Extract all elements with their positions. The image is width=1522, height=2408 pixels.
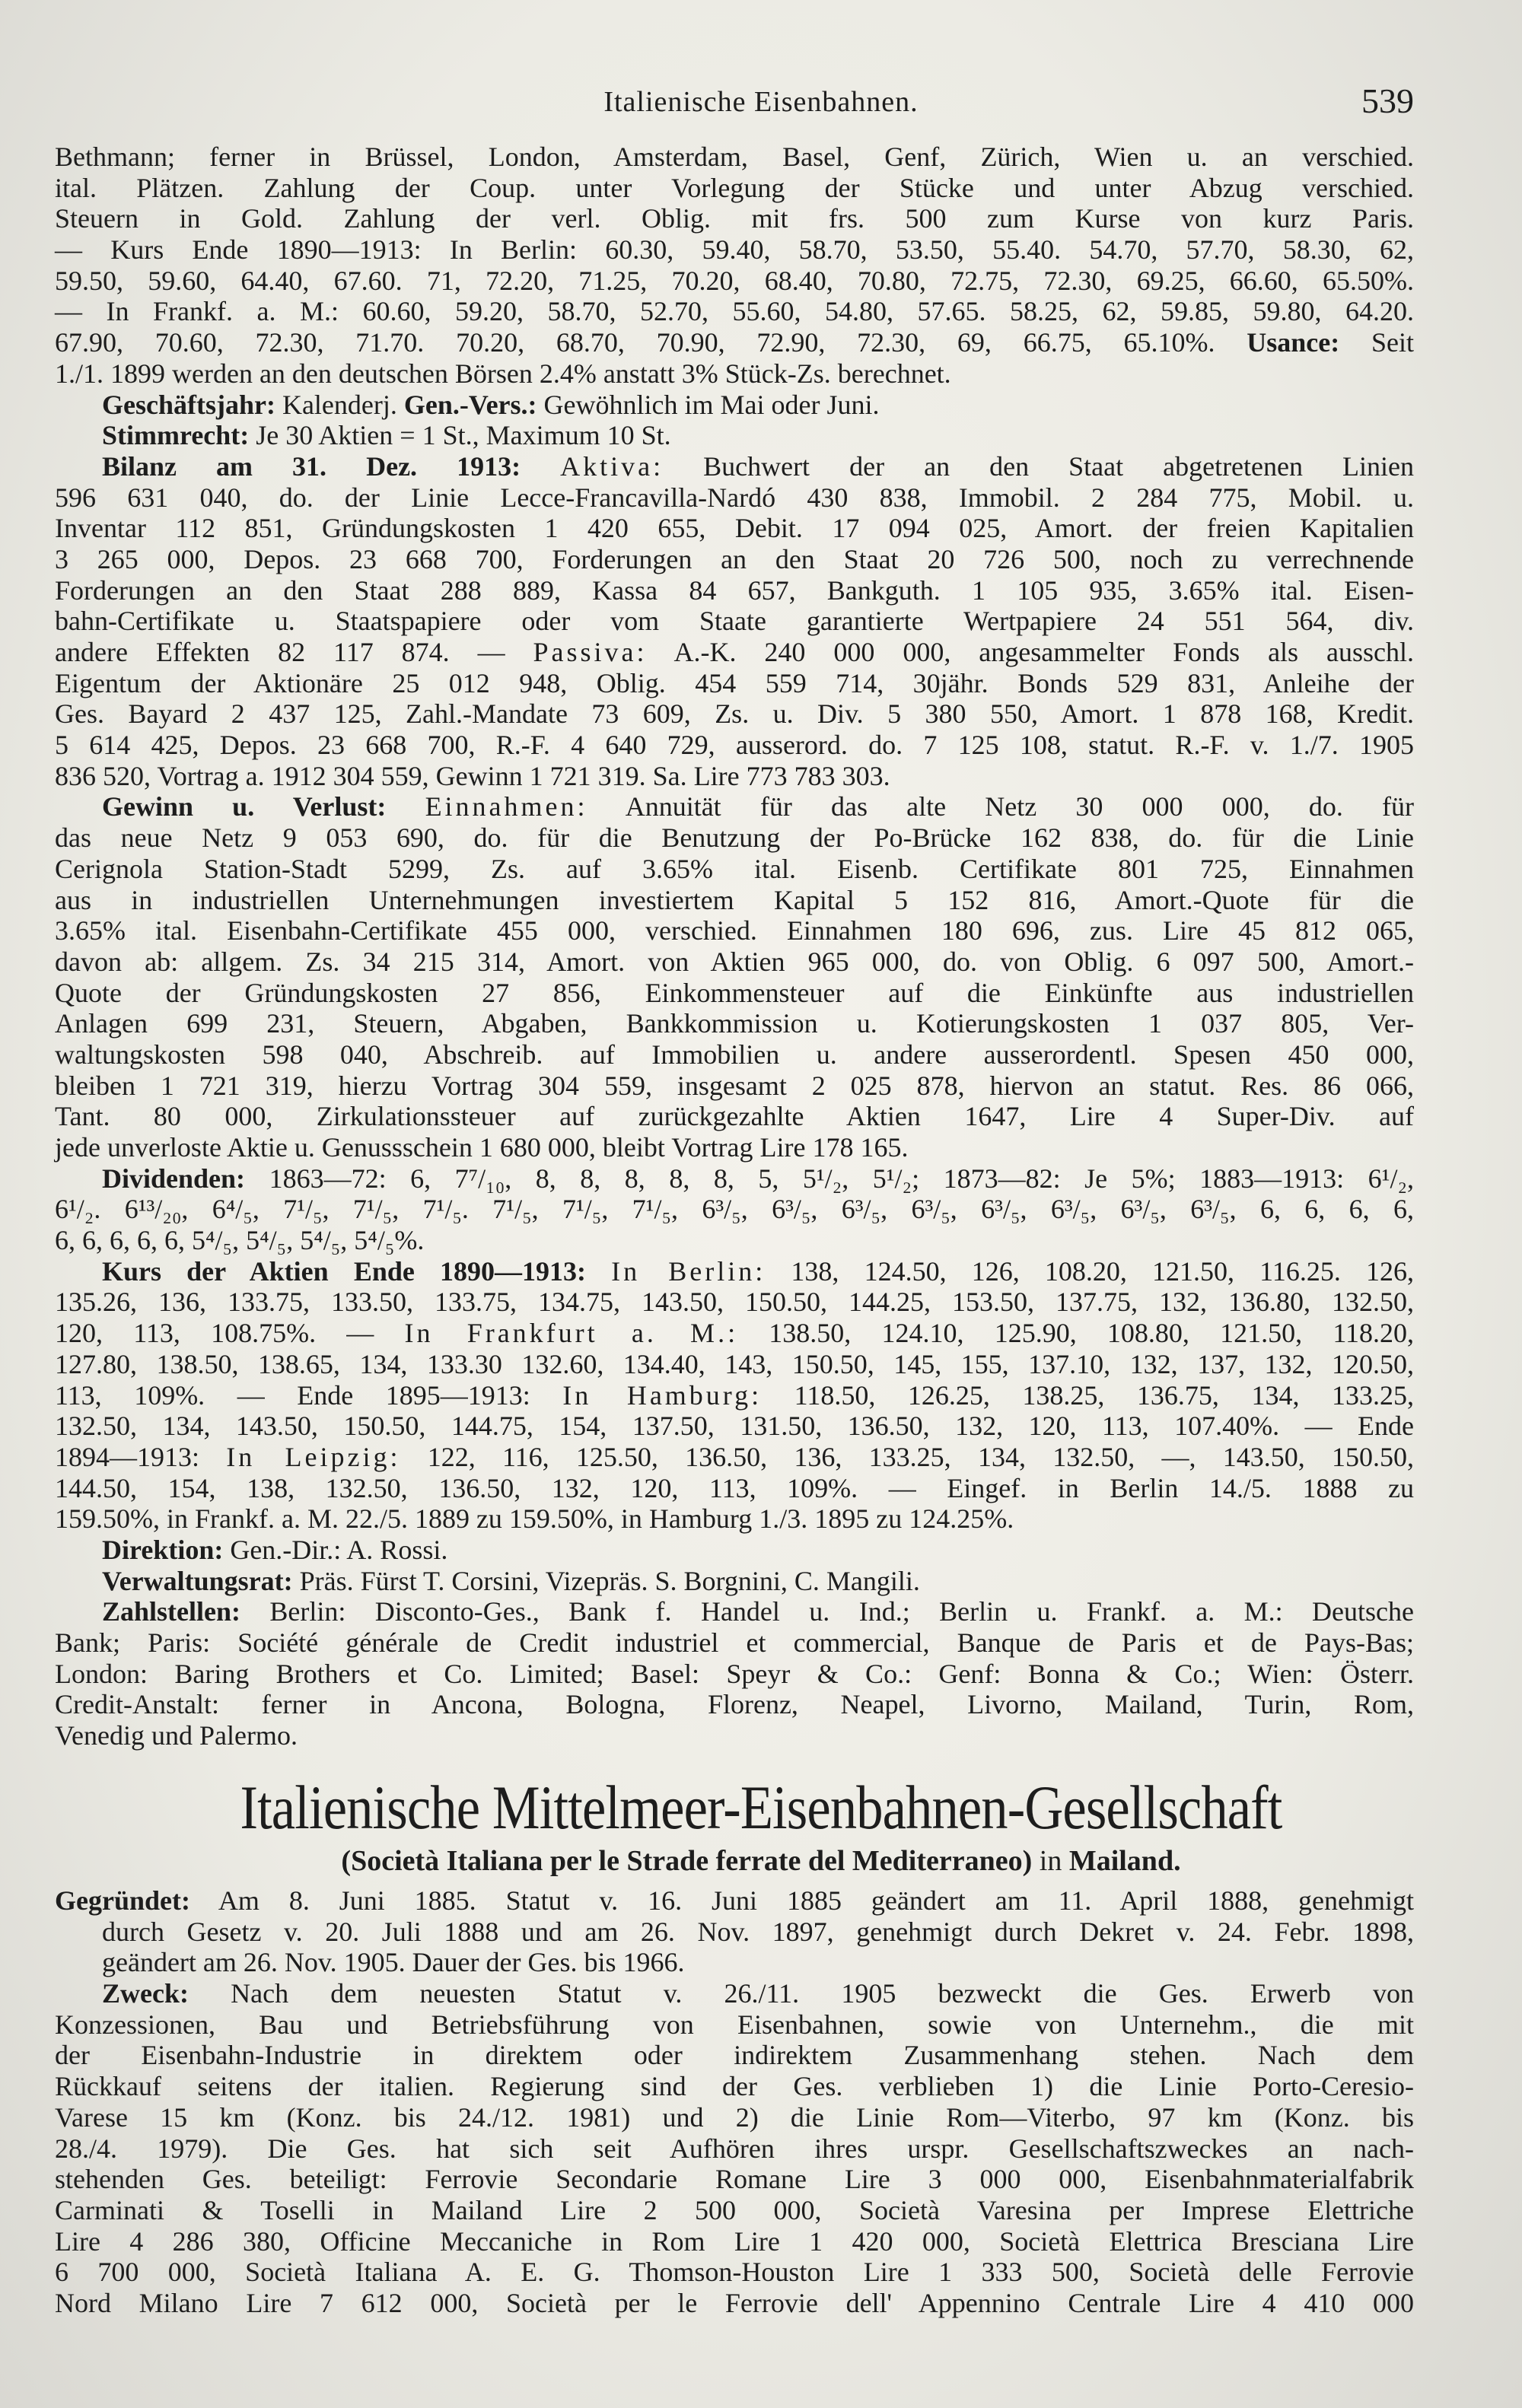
spaced-label: Passiva: [533,637,648,667]
text-line [55,1473,1414,1504]
spaced-label: In Berlin: [611,1255,766,1287]
text-segment: Konzessionen, Bau und Betriebsführung von Eisenbahnen, sowie von Unternehm., die mit [55,2009,1414,2040]
text-segment [386,791,425,822]
subtitle-connector: in [1032,1845,1069,1877]
spaced-label: In Hamburg: [562,1379,763,1411]
text-segment: Inventar 112 851, Gründungskosten 1 420 655, Debit. 17 094 025, Amort. der freien Kapitalien [55,513,1414,544]
text-segment: Ges. Bayard 2 437 125, Zahl.-Mandate 73 609, Zs. u. Div. 5 380 550, Amort. 1 878 168, Kredit. [55,698,1414,730]
text-line [55,451,1414,482]
text-line [55,1659,1414,1690]
text-segment: 836 520, Vortrag a. 1912 304 559, Gewinn 1 721 319. Sa. Lire 773 783 303. [55,760,890,791]
text-line [55,1163,1414,1194]
bold-label: Zahlstellen: [102,1596,241,1627]
text-segment: Venedig und Palermo. [55,1720,298,1751]
paragraph [55,390,1414,421]
text-segment: Steuern in Gold. Zahlung der verl. Oblig. mit frs. 500 zum Kurse von kurz Paris. [55,203,1414,234]
text-line [55,266,1414,297]
text-line [55,1256,1414,1287]
text-line [55,1101,1414,1132]
text-line [55,2040,1414,2071]
paragraph [55,1885,1414,1978]
page-number: 539 [1361,81,1414,120]
paragraph [55,142,1414,390]
text-segment: 67.90, 70.60, 72.30, 71.70. 70.20, 68.70, 70.90, 72.90, 72.30, 69, 66.75, 65.10%. [55,327,1247,358]
text-segment: bleiben 1 721 319, hierzu Vortrag 304 559, insgesamt 2 025 878, hiervon an statut. Res. 86 066, [55,1070,1414,1101]
text-line [55,2102,1414,2133]
text-line [55,1039,1414,1070]
text-line [55,1535,1414,1566]
text-segment: — Kurs Ende 1890—1913: In Berlin: 60.30, 59.40, 58.70, 53.50, 55.40. 54.70, 57.70, 58.30, 62, [55,234,1414,266]
text-line [55,513,1414,544]
text-line [55,2133,1414,2165]
text-segment: 113, 109%. — Ende 1895—1913: [55,1379,563,1411]
paragraph [55,1596,1414,1751]
text-line [55,234,1414,266]
text-segment: Seit [1339,327,1414,358]
text-line [55,1380,1414,1411]
text-line [55,296,1414,327]
bold-label: Stimmrecht: [102,420,250,451]
text-line [55,1917,1414,1948]
section-subtitle [0,1844,1522,1878]
text-line [55,668,1414,699]
text-segment: Gen.-Dir.: A. Rossi. [223,1534,448,1565]
text-line [55,1627,1414,1659]
text-line [55,1194,1414,1225]
text-line [55,203,1414,234]
text-segment: 6¹/₂. 6¹³/₂₀, 6⁴/₅, 7¹/₅, 7¹/₅, 7¹/₅. 7¹/₅, 7¹/₅, 7¹/₅, 6³/₅, 6³/₅, 6³/₅, 6³/₅, 6³/₅, 6³/₅, 6³/₅, 6³/₅, 6, 6, 6, 6, [55,1194,1414,1225]
text-segment: 3.65% ital. Eisenbahn-Certifikate 455 000, verschied. Einnahmen 180 696, zus. Lire 45 812 065, [55,915,1414,946]
company-italian-name: (Società Italiana per le Strade ferrate del Mediterraneo) [341,1845,1033,1877]
text-line [55,885,1414,916]
text-line [55,854,1414,885]
text-segment: 159.50%, in Frankf. a. M. 22./5. 1889 zu 159.50%, in Hamburg 1./3. 1895 zu 124.25%. [55,1503,1014,1535]
paragraph [55,1256,1414,1535]
text-line [55,2288,1414,2319]
text-segment: 144.50, 154, 138, 132.50, 136.50, 132, 120, 113, 109%. — Eingef. in Berlin 14./5. 1888 zu [55,1472,1414,1503]
text-line [55,698,1414,730]
bold-label: Gen.-Vers.: [403,389,537,420]
text-line [55,420,1414,451]
text-line [55,761,1414,792]
text-line [55,2009,1414,2041]
text-line [55,544,1414,575]
running-title: Italienische Eisenbahnen. [603,86,919,118]
bold-label: Usance: [1247,327,1340,358]
text-segment: ital. Plätzen. Zahlung der Coup. unter Vorlegung der Stücke und unter Abzug verschied. [55,172,1414,203]
text-segment: 135.26, 136, 133.75, 133.50, 133.75, 134.75, 143.50, 150.50, 144.25, 153.50, 137.75, 132, 136.80, 132.50, [55,1287,1414,1318]
section-italienische-eisenbahnen [55,142,1414,1751]
bold-label: Geschäftsjahr: [102,389,275,420]
text-line [55,1503,1414,1535]
paragraph [55,791,1414,1163]
text-line [55,1411,1414,1442]
text-segment: Gewöhnlich im Mai oder Juni. [537,389,880,420]
text-line [55,1349,1414,1380]
text-segment: der Eisenbahn-Industrie in direktem oder indirektem Zusammenhang stehen. Nach dem [55,2040,1414,2071]
text-line [55,915,1414,946]
text-segment: Credit-Anstalt: ferner in Ancona, Bologna, Florenz, Neapel, Livorno, Mailand, Turin, Rom, [55,1689,1414,1720]
text-line [55,606,1414,637]
text-segment [586,1256,611,1287]
text-segment: 28./4. 1979). Die Ges. hat sich seit Aufhören ihres urspr. Gesellschaftszweckes an nach- [55,2133,1414,2164]
section-title: Italienische Mittelmeer-Eisenbahnen-Gesellschaft [240,1773,1282,1842]
text-line [55,822,1414,854]
paragraph [55,1163,1414,1256]
text-segment: Anlagen 699 231, Steuern, Abgaben, Bankkommission u. Kotierungskosten 1 037 805, Ver- [55,1008,1414,1039]
text-segment: Carminati & Toselli in Mailand Lire 2 500 000, Società Varesina per Imprese Elettriche [55,2194,1414,2225]
text-segment: Tant. 80 000, Zirkulationssteuer auf zurückgezahlte Aktien 1647, Lire 4 Super-Div. auf [55,1101,1414,1132]
text-segment: Am 8. Juni 1885. Statut v. 16. Juni 1885 geändert am 11. April 1888, genehmigt [189,1885,1414,1916]
running-header [0,81,1522,123]
text-line [55,1225,1414,1256]
text-segment: 138.50, 124.10, 125.90, 108.80, 121.50, 118.20, [738,1318,1414,1349]
text-segment: Kalenderj. [275,389,404,420]
paragraph [55,420,1414,451]
text-segment: 127.80, 138.50, 138.65, 134, 133.30 132.60, 134.40, 143, 150.50, 145, 155, 137.10, 132, 137, 132, 120.50, [55,1348,1414,1379]
text-line [55,482,1414,514]
bold-label: Kurs der Aktien Ende 1890—1913: [102,1255,586,1287]
text-line [55,575,1414,606]
bold-label: Gegründet: [55,1885,190,1916]
text-segment: 118.50, 126.25, 138.25, 136.75, 134, 133.25, [762,1379,1414,1411]
bold-label: Verwaltungsrat: [102,1565,293,1596]
text-segment: durch Gesetz v. 20. Juli 1888 und am 26. Nov. 1897, genehmigt durch Dekret v. 24. Febr. 1898, [102,1916,1414,1947]
text-line [55,327,1414,358]
text-segment [521,451,560,482]
text-line [55,1008,1414,1039]
paragraph [55,1978,1414,2319]
text-segment: 6, 6, 6, 6, 6, 5⁴/₅, 5⁴/₅, 5⁴/₅, 5⁴/₅%. [55,1225,425,1256]
text-segment: 3 265 000, Depos. 23 668 700, Forderungen an den Staat 20 726 500, noch zu verrechnende [55,543,1414,574]
text-line [55,390,1414,421]
text-segment: Präs. Fürst T. Corsini, Vizepräs. S. Borgnini, C. Mangili. [292,1565,920,1596]
text-segment: 1863—72: 6, 7⁷/₁₀, 8, 8, 8, 8, 8, 5, 5¹/₂, 5¹/₂; 1873—82: Je 5%; 1883—1913: 6¹/₂, [245,1163,1414,1194]
text-segment: stehenden Ges. beteiligt: Ferrovie Secondarie Romane Lire 3 000 000, Eisenbahnmaterialfabrik [55,2164,1414,2195]
text-line [55,1566,1414,1597]
bold-label: Zweck: [102,1978,189,2009]
text-line [55,173,1414,204]
text-line [55,2226,1414,2257]
spaced-label: In Leipzig: [226,1441,401,1472]
paragraph [55,451,1414,792]
text-segment: Varese 15 km (Konz. bis 24./12. 1981) und 2) die Linie Rom—Viterbo, 97 km (Konz. bis [55,2101,1414,2133]
text-segment: das neue Netz 9 053 690, do. für die Benutzung der Po-Brücke 162 838, do. für die Linie [55,822,1414,854]
text-line [55,791,1414,822]
text-segment: Rückkauf seitens der italien. Regierung sind der Ges. verblieben 1) die Linie Porto-Ceresio- [55,2071,1414,2102]
text-segment: 5 614 425, Depos. 23 668 700, R.-F. 4 640 729, ausserord. do. 7 125 108, statut. R.-F. v. 1./7. 1905 [55,730,1414,761]
text-segment: Lire 4 286 380, Officine Meccaniche in Rom Lire 1 420 000, Società Elettrica Bresciana Lire [55,2225,1414,2257]
text-line [55,1318,1414,1349]
text-segment: Forderungen an den Staat 288 889, Kassa 84 657, Bankguth. 1 105 935, 3.65% ital. Eisen- [55,574,1414,606]
text-segment: 120, 113, 108.75%. — [55,1318,405,1349]
text-segment: aus in industriellen Unternehmungen investiertem Kapital 5 152 816, Amort.-Quote für die [55,884,1414,915]
text-line [55,2257,1414,2288]
text-segment: geändert am 26. Nov. 1905. Dauer der Ges. bis 1966. [102,1947,685,1978]
text-segment: A.-K. 240 000 000, angesammelter Fonds als ausschl. [647,637,1414,667]
text-segment: waltungskosten 598 040, Abschreib. auf Immobilien u. andere ausserordentl. Spesen 450 000, [55,1039,1414,1070]
text-segment: davon ab: allgem. Zs. 34 215 314, Amort. von Aktien 965 000, do. von Oblig. 6 097 500, Amort.- [55,946,1414,977]
text-segment: Eigentum der Aktionäre 25 012 948, Oblig. 454 559 714, 30jähr. Bonds 529 831, Anleihe der [55,667,1414,698]
text-segment: Bank; Paris: Société générale de Credit industriel et commercial, Banque de Paris et de Pays-Bas; [55,1627,1414,1658]
text-line [55,978,1414,1009]
text-line [55,1689,1414,1720]
text-segment: Bethmann; ferner in Brüssel, London, Amsterdam, Basel, Genf, Zürich, Wien u. an verschied. [55,142,1414,172]
text-line [55,730,1414,761]
bold-label: Direktion: [102,1534,224,1565]
text-segment: andere Effekten 82 117 874. — [55,637,533,667]
text-line [55,2164,1414,2195]
text-line [55,1596,1414,1627]
bold-label: Bilanz am 31. Dez. 1913: [102,450,521,482]
text-segment: jede unverloste Aktie u. Genussschein 1 680 000, bleibt Vortrag Lire 178 165. [55,1132,909,1163]
paragraph [55,1535,1414,1566]
text-line [55,1070,1414,1102]
text-segment: Berlin: Disconto-Ges., Bank f. Handel u. Ind.; Berlin u. Frankf. a. M.: Deutsche [240,1596,1414,1627]
text-line [55,637,1414,668]
text-line [55,1442,1414,1473]
paragraph [55,1566,1414,1597]
text-segment: Cerignola Station-Stadt 5299, Zs. auf 3.65% ital. Eisenb. Certifikate 801 725, Einnahmen [55,853,1414,884]
spaced-label: Aktiva: [560,450,664,482]
spaced-label: In Frankfurt a. M.: [404,1318,739,1349]
text-line [55,142,1414,173]
text-segment: 138, 124.50, 126, 108.20, 121.50, 116.25. 126, [766,1255,1414,1287]
text-segment: Buchwert der an den Staat abgetretenen Linien [664,450,1414,482]
text-segment: Annuität für das alte Netz 30 000 000, do. für [587,791,1415,822]
text-segment: bahn-Certifikate u. Staatspapiere oder vom Staate garantierte Wertpapiere 24 551 564, div. [55,606,1414,637]
text-segment: — In Frankf. a. M.: 60.60, 59.20, 58.70, 52.70, 55.60, 54.80, 57.65. 58.25, 62, 59.85, 59.80, 64.20. [55,296,1414,327]
text-segment: 1894—1913: [55,1441,227,1472]
text-line [55,1132,1414,1163]
text-line [55,1947,1414,1978]
text-segment: Quote der Gründungskosten 27 856, Einkommensteuer auf die Einkünfte aus industriellen [55,977,1414,1008]
text-line [55,2071,1414,2102]
text-segment: 596 631 040, do. der Linie Lecce-Francavilla-Nardó 430 838, Immobil. 2 284 775, Mobil. u. [55,482,1414,513]
text-segment: Nach dem neuesten Statut v. 26./11. 1905 bezweckt die Ges. Erwerb von [188,1978,1414,2009]
text-line [55,358,1414,390]
text-line [55,1287,1414,1318]
text-line [55,2195,1414,2226]
text-segment: London: Baring Brothers et Co. Limited; Basel: Speyr & Co.: Genf: Bonna & Co.; Wien: Österr. [55,1658,1414,1689]
text-segment: Nord Milano Lire 7 612 000, Società per le Ferrovie dell' Appennino Centrale Lire 4 410 000 [55,2287,1414,2318]
text-segment: 122, 116, 125.50, 136.50, 136, 133.25, 134, 132.50, —, 143.50, 150.50, [400,1441,1414,1472]
section-mittelmeer-eisenbahnen [55,1885,1414,2319]
text-segment: 59.50, 59.60, 64.40, 67.60. 71, 72.20, 71.25, 70.20, 68.40, 70.80, 72.75, 72.30, 69.25, 66.60, 65.50%. [55,265,1414,296]
bold-label: Dividenden: [102,1163,246,1194]
text-line [55,1885,1414,1917]
text-segment: 6 700 000, Società Italiana A. E. G. Thomson-Houston Lire 1 333 500, Società delle Ferrovie [55,2257,1414,2288]
text-segment: 1./1. 1899 werden an den deutschen Börsen 2.4% anstatt 3% Stück-Zs. berechnet. [55,358,951,389]
spaced-label: Einnahmen: [425,791,588,822]
text-segment: 132.50, 134, 143.50, 150.50, 144.75, 154, 137.50, 131.50, 136.50, 132, 120, 113, 107.40%. — Ende [55,1411,1414,1442]
text-line [55,1978,1414,2009]
company-city: Mailand. [1068,1845,1181,1877]
text-line [55,1720,1414,1751]
bold-label: Gewinn u. Verlust: [102,791,387,822]
text-line [55,946,1414,978]
text-segment: Je 30 Aktien = 1 St., Maximum 10 St. [249,420,671,451]
